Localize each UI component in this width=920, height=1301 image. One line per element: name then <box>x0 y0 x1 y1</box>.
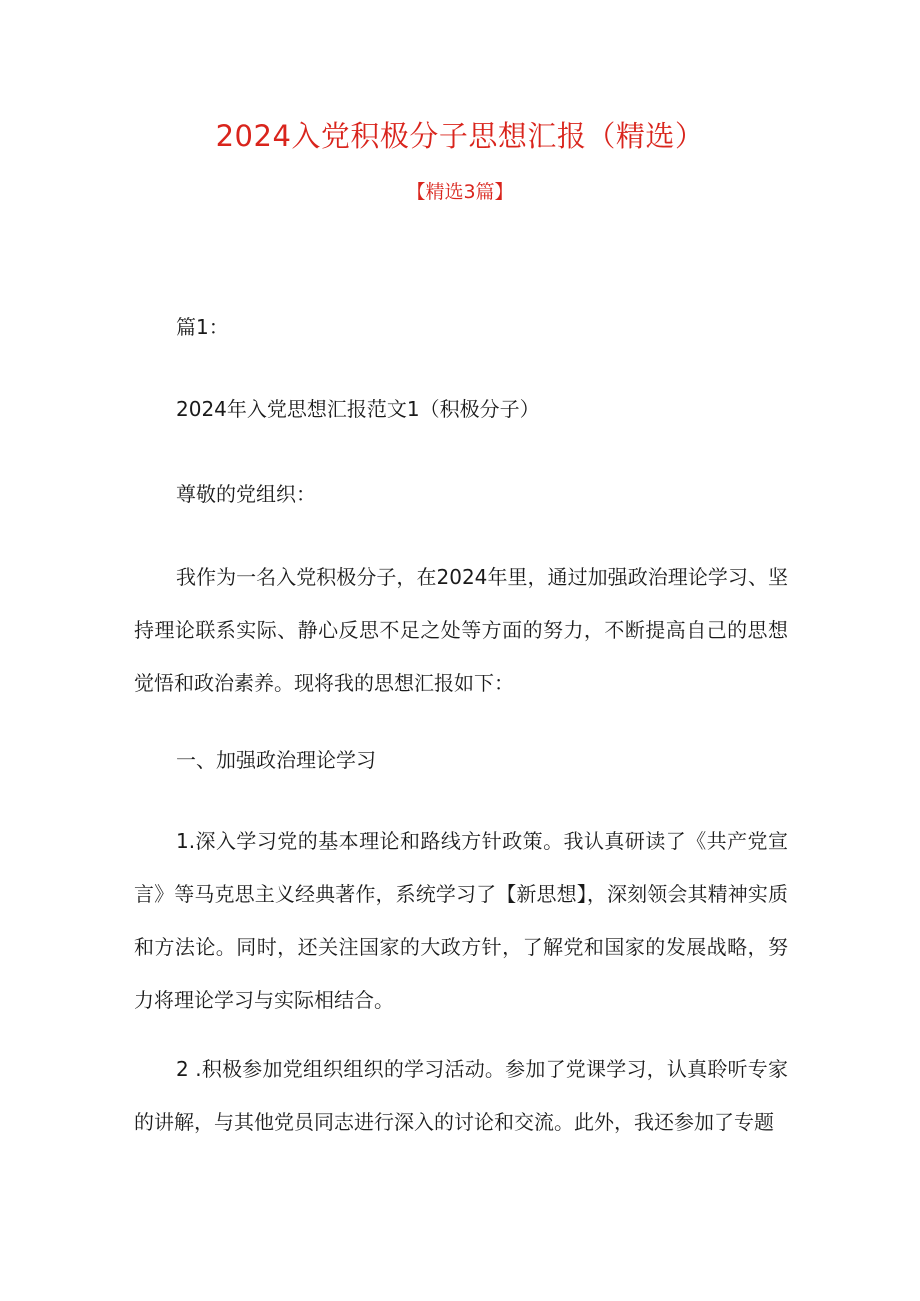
body-paragraph-2: 2 .积极参加党组织组织的学习活动。参加了党课学习，认真聆听专家的讲解，与其他党员同志进行深入的讨论和交流。此外，我还参加了专题 <box>134 1057 788 1134</box>
report-heading: 2024年入党思想汇报范文1（积极分子） <box>176 397 540 421</box>
section-heading: 一、加强政治理论学习 <box>176 748 376 772</box>
document-subtitle: 【精选3篇】 <box>406 181 514 203</box>
intro-paragraph: 我作为一名入党积极分子，在2024年里，通过加强政治理论学习、坚持理论联系实际、静心反思不足之处等方面的努力，不断提高自己的思想觉悟和政治素养。现将我的思想汇报如下： <box>134 565 788 695</box>
body-paragraph-1: 1.深入学习党的基本理论和路线方针政策。我认真研读了《共产党宣言》等马克思主义经典著作，系统学习了【新思想】，深刻领会其精神实质和方法论。同时，还关注国家的大政方针，了解党和国家的发展战略，努力将理论学习与实际相结合。 <box>134 829 788 1012</box>
chapter-label: 篇1： <box>176 315 229 339</box>
salutation: 尊敬的党组织： <box>176 482 316 506</box>
document-title: 2024入党积极分子思想汇报（精选） <box>215 119 705 153</box>
